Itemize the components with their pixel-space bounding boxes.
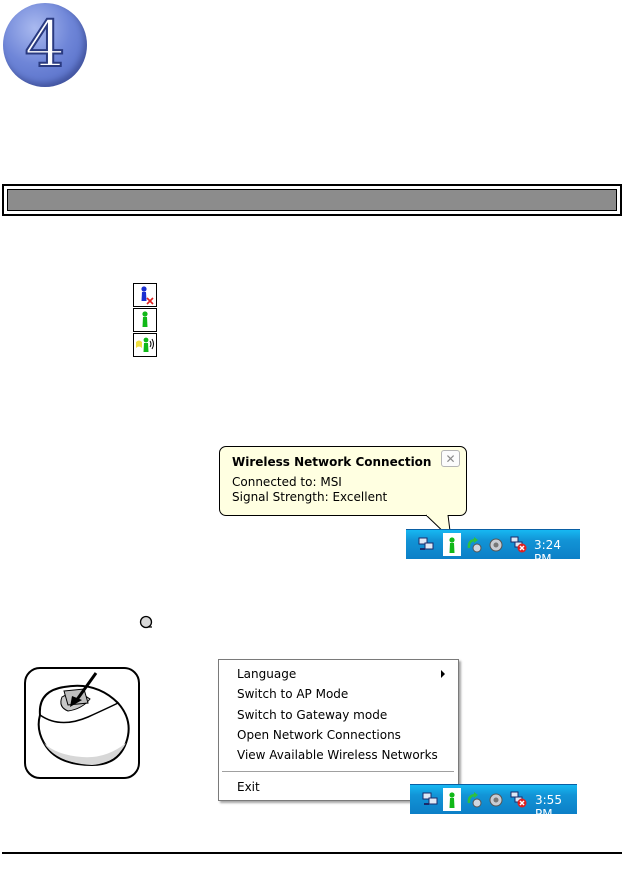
tray-bullet-icon bbox=[138, 614, 154, 630]
network-error-icon[interactable] bbox=[510, 791, 527, 808]
chapter-number: 4 bbox=[24, 8, 66, 82]
balloon-connected-to: Connected to: MSI bbox=[232, 475, 342, 489]
update-arrows-icon[interactable] bbox=[466, 536, 483, 553]
network-computers-icon[interactable] bbox=[418, 536, 435, 553]
wireless-tray-icon[interactable] bbox=[443, 788, 461, 811]
menu-item-switch-ap-mode[interactable]: Switch to AP Mode bbox=[237, 687, 349, 701]
wireless-disconnected-icon bbox=[133, 283, 157, 307]
menu-item-exit[interactable]: Exit bbox=[237, 780, 260, 794]
wireless-searching-icon bbox=[133, 333, 157, 357]
balloon-close-button[interactable]: ✕ bbox=[441, 450, 460, 467]
menu-separator bbox=[222, 771, 454, 773]
system-tray-top bbox=[406, 529, 580, 566]
menu-item-language[interactable]: Language bbox=[237, 667, 297, 681]
menu-item-switch-gateway-mode[interactable]: Switch to Gateway mode bbox=[237, 708, 388, 722]
volume-speaker-icon[interactable] bbox=[488, 536, 505, 553]
section-heading-bar bbox=[2, 184, 622, 216]
footer-rule bbox=[2, 852, 622, 854]
wireless-tray-icon[interactable] bbox=[443, 533, 461, 556]
menu-item-view-wireless-networks[interactable]: View Available Wireless Networks bbox=[237, 748, 438, 762]
balloon-title: Wireless Network Connection bbox=[232, 455, 432, 469]
section-heading-fill bbox=[7, 189, 617, 211]
network-error-icon[interactable] bbox=[510, 536, 527, 553]
balloon-signal-strength: Signal Strength: Excellent bbox=[232, 490, 388, 504]
wireless-connected-icon bbox=[133, 308, 157, 332]
update-arrows-icon[interactable] bbox=[466, 791, 483, 808]
clock-time[interactable]: 3:24 PM bbox=[534, 538, 561, 566]
mouse-illustration bbox=[24, 667, 140, 779]
submenu-arrow-icon bbox=[441, 670, 445, 678]
system-tray-bottom bbox=[410, 784, 577, 821]
network-computers-icon[interactable] bbox=[422, 791, 439, 808]
menu-item-open-network-connections[interactable]: Open Network Connections bbox=[237, 728, 401, 742]
clock-time[interactable]: 3:55 PM bbox=[535, 793, 562, 821]
volume-speaker-icon[interactable] bbox=[488, 791, 505, 808]
